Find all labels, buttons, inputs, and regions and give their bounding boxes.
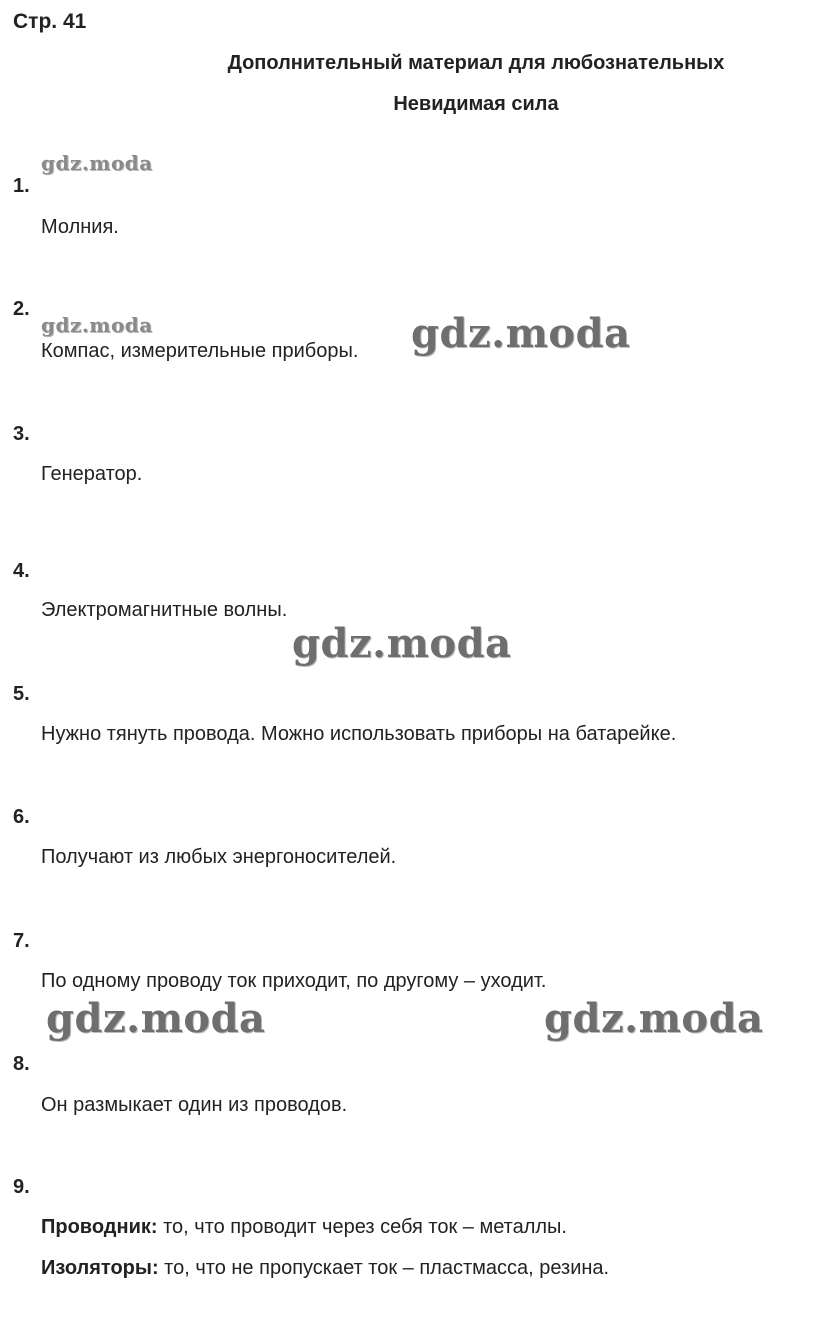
item-number: 4. [13,560,30,582]
watermark: gdz.moda [411,310,631,357]
document-title: Дополнительный материал для любознательных [227,52,725,74]
item-number: 8. [13,1053,30,1075]
insulator-line [41,1257,609,1280]
item-answer: Генератор. [41,463,143,485]
section-title: Невидимая сила [393,93,559,115]
conductor-line [41,1216,567,1239]
watermark: gdz.moda [46,995,266,1042]
conductor-text: то, что проводит через себя ток – металлы. [157,1216,567,1238]
item-answer: Получают из любых энергоносителей. [41,846,397,868]
item-number: 2. [13,298,30,320]
watermark: gdz.moda [41,313,153,337]
watermark: gdz.moda [292,620,512,667]
page-label: Стр. 41 [13,10,87,33]
item-number: 5. [13,683,30,705]
item-answer: Молния. [41,216,119,238]
item-answer: Компас, измерительные приборы. [41,340,359,362]
item-number: 7. [13,930,30,952]
insulator-text: то, что не пропускает ток – пластмасса, резина. [158,1257,610,1279]
item-number: 6. [13,806,30,828]
watermark: gdz.moda [41,151,153,175]
item-number: 1. [13,175,30,197]
insulator-term: Изоляторы: [41,1257,159,1279]
watermark: gdz.moda [544,995,764,1042]
item-number: 3. [13,423,30,445]
item-answer: Электромагнитные волны. [41,599,288,621]
conductor-term: Проводник: [41,1216,158,1238]
item-answer: По одному проводу ток приходит, по другому – уходит. [41,970,547,992]
item-answer: Нужно тянуть провода. Можно использовать приборы на батарейке. [41,723,677,745]
item-number: 9. [13,1176,30,1198]
item-answer: Он размыкает один из проводов. [41,1094,348,1116]
